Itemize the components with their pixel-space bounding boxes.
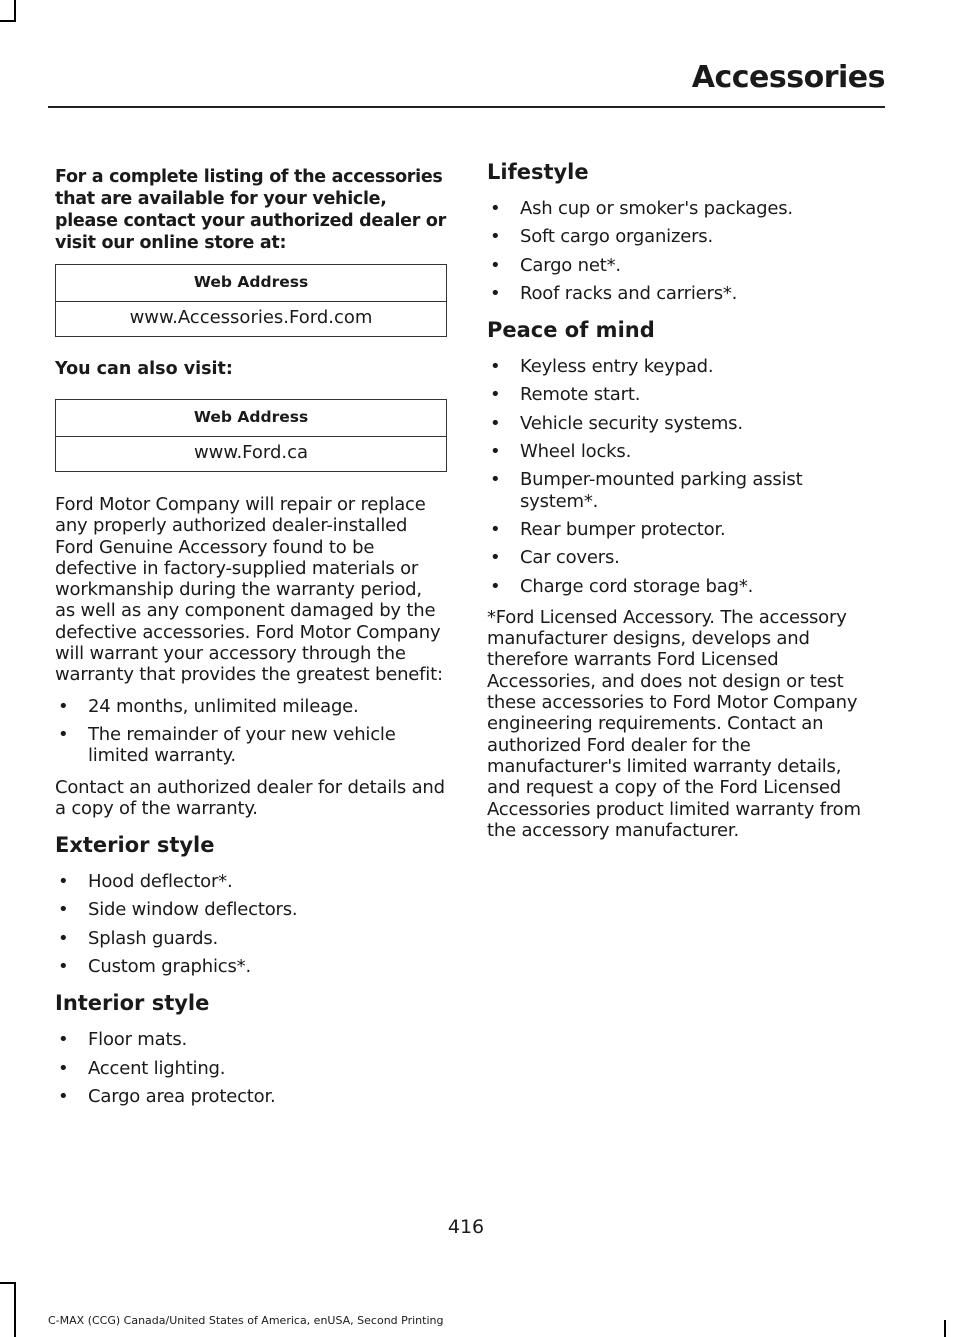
list-item (487, 255, 879, 276)
list-item-text: The remainder of your new vehicle limited warranty. (88, 723, 396, 767)
list-item (487, 356, 879, 377)
section-heading-peace-of-mind: Peace of mind (487, 318, 655, 343)
list-item (55, 724, 447, 767)
list-item (487, 198, 879, 219)
list-item-text: Wheel locks. (520, 441, 632, 463)
list-item (487, 384, 879, 405)
bullet: • (490, 547, 501, 569)
web-address-table-1 (55, 264, 447, 337)
web-address-link[interactable]: www.Accessories.Ford.com (129, 307, 373, 328)
bullet: • (58, 1029, 69, 1051)
list-item (487, 576, 879, 597)
bullet: • (490, 254, 501, 276)
peace-of-mind-list (487, 356, 879, 597)
list-item-text: Cargo area protector. (88, 1085, 276, 1107)
list-item-text: Custom graphics*. (88, 956, 251, 978)
left-column (55, 146, 447, 1117)
list-item-text: Cargo net*. (520, 254, 621, 276)
list-item-text: Car covers. (520, 547, 620, 569)
crop-mark-top-left (14, 0, 16, 22)
bullet: • (490, 198, 501, 219)
list-item-text: Remote start. (520, 384, 641, 406)
table-header: Web Address (56, 400, 446, 437)
warranty-list (55, 696, 447, 767)
list-item (487, 469, 879, 512)
list-item (487, 547, 879, 568)
bullet: • (58, 695, 69, 717)
bullet: • (490, 518, 501, 540)
bullet: • (490, 469, 501, 491)
list-item (55, 1058, 447, 1079)
list-item (55, 899, 447, 920)
footer-text: C-MAX (CCG) Canada/United States of America, enUSA, Second Printing (48, 1314, 444, 1327)
intro-text: For a complete listing of the accessories that are available for your vehicle, please contact your authorized dealer or visit our online store at: (55, 167, 446, 253)
list-item-text: Rear bumper protector. (520, 518, 726, 540)
list-item-text: Hood deflector*. (88, 871, 233, 893)
bullet: • (490, 384, 501, 406)
list-item-text: Keyless entry keypad. (520, 356, 714, 378)
list-item-text: Roof racks and carriers*. (520, 282, 738, 304)
bullet: • (58, 899, 69, 921)
bullet: • (490, 575, 501, 597)
list-item (55, 956, 447, 977)
bullet: • (58, 956, 69, 978)
exterior-list (55, 871, 447, 977)
list-item (55, 871, 447, 892)
list-item-text: Floor mats. (88, 1029, 188, 1051)
lifestyle-list (487, 198, 879, 304)
list-item-text: Vehicle security systems. (520, 412, 743, 434)
list-item (55, 696, 447, 717)
crop-mark-bottom-left-h (0, 1282, 16, 1284)
list-item (55, 1086, 447, 1107)
bullet: • (490, 226, 501, 248)
also-visit-label: You can also visit: (55, 359, 233, 379)
list-item (487, 226, 879, 247)
interior-list (55, 1029, 447, 1107)
title-divider (48, 106, 885, 108)
list-item-text: Ash cup or smoker's packages. (520, 198, 793, 219)
bullet: • (58, 1085, 69, 1107)
bullet: • (58, 871, 69, 893)
list-item (487, 519, 879, 540)
bullet: • (58, 927, 69, 949)
page-number: 416 (447, 1216, 485, 1238)
list-item (487, 283, 879, 304)
warranty-paragraph: Ford Motor Company will repair or replace any properly authorized dealer-installed Ford Genuine Accessory found to be defective in factory-supplied materials or workmanship during the warranty period, as well as any component damaged by the defective accessories. Ford Motor Company will warrant your accessory through the warranty that provides the greatest benefit: (55, 494, 443, 686)
crop-mark-bottom-left (14, 1282, 16, 1337)
crop-mark-bottom-right (944, 1320, 946, 1337)
bullet: • (58, 723, 69, 745)
list-item (487, 441, 879, 462)
section-heading-exterior: Exterior style (55, 833, 215, 858)
list-item-text: 24 months, unlimited mileage. (88, 695, 359, 717)
list-item (55, 1029, 447, 1050)
page-title: Accessories (691, 60, 885, 95)
bullet: • (58, 1057, 69, 1079)
web-address-link[interactable]: www.Ford.ca (193, 442, 309, 463)
bullet: • (490, 356, 501, 378)
licensed-accessory-note: *Ford Licensed Accessory. The accessory manufacturer designs, develops and therefore warrants Ford Licensed Accessories, and does not design or test these accessories to Ford Motor Company engineering requirements. Contact an authorized Ford dealer for the manufacturer's limited warranty details, and request a copy of the Ford Licensed Accessories product limited warranty from the accessory manufacturer. (487, 606, 861, 841)
list-item (487, 413, 879, 434)
list-item-text: Accent lighting. (88, 1057, 226, 1079)
table-header: Web Address (56, 265, 446, 302)
list-item-text: Splash guards. (88, 927, 219, 949)
web-address-table-2 (55, 399, 447, 472)
section-heading-lifestyle: Lifestyle (487, 160, 589, 184)
list-item (55, 928, 447, 949)
list-item-text: Soft cargo organizers. (520, 226, 713, 248)
right-column (487, 146, 879, 851)
contact-paragraph: Contact an authorized dealer for details and a copy of the warranty. (55, 776, 445, 819)
section-heading-interior: Interior style (55, 991, 210, 1016)
bullet: • (490, 282, 501, 304)
list-item-text: Charge cord storage bag*. (520, 575, 754, 597)
crop-mark-top-left-h (0, 20, 16, 22)
list-item-text: Bumper-mounted parking assist system*. (520, 469, 803, 512)
bullet: • (490, 412, 501, 434)
list-item-text: Side window deflectors. (88, 899, 298, 921)
bullet: • (490, 441, 501, 463)
